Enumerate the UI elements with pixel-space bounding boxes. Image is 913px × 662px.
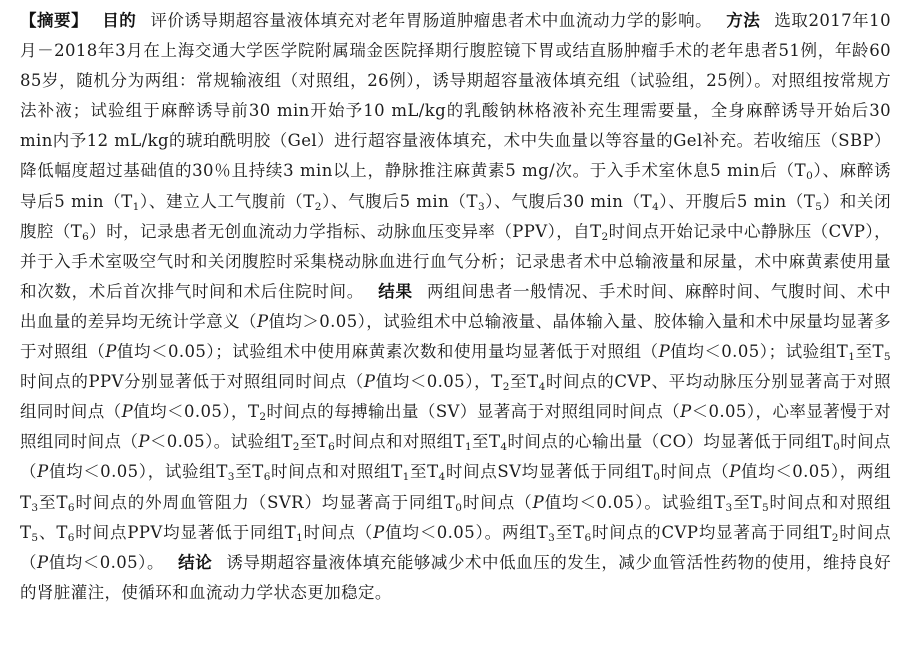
objective-label: 目的 [102,11,137,30]
methods-label: 方法 [726,11,761,30]
results-text: 两组间患者一般情况、手术时间、麻醉时间、气腹时间、术中出血量的差异均无统计学意义（P值均＞0.05），试验组术中总输液量、晶体输入量、胶体输入量和术中尿量均显著多于对照组（P值均＜0.05）；试验组术中使用麻黄素次数和使用量均显著低于对照组（P值均＜0.05）；试验组$T_1$至$T_5$时间点的PPV分别显著低于对照组同时间点（P值均＜0.05），$T_2$至$T_4$时间点的CVP、平均动脉压分别显著高于对照组同时间点（P值均＜0.05），$T_2$时间点的每搏输出量（SV）显著高于对照组同时间点（P＜0.05），心率显著慢于对照组同时间点（P＜0.05）。试验组$T_2$至$T_6$时间点和对照组$T_1$至$T_4$时间点的心输出量（CO）均显著低于同组$T_0$时间点（P值均＜0.05），试验组$T_3$至$T_6$时间点和对照组$T_1$至$T_4$时间点SV均显著低于同组$T_0$时间点（P值均＜0.05），两组$T_3$至$T_6$时间点的外周血管阻力（SVR）均显著高于同组$T_0$时间点（P值均＜0.05）。试验组$T_3$至$T_5$时间点和对照组$T_5$、$T_6$时间点PPV均显著低于同组$T_1$时间点（P值均＜0.05）。两组$T_3$至$T_6$时间点的CVP均显著高于同组$T_2$时间点（P值均＜0.05）。 [20,281,892,572]
objective-text: 评价诱导期超容量液体填充对老年胃肠道肿瘤患者术中血流动力学的影响。 [150,11,713,30]
conclusion-label: 结论 [178,552,213,572]
abstract-label: 【摘要】 [20,11,89,30]
methods-text: 选取2017年10月－2018年3月在上海交通大学医学院附属瑞金医院择期行腹腔镜下胃或结直肠肿瘤手术的老年患者51例，年龄60 85岁，随机分为两组：常规输液组（对照组，26例），诱导期超容量液体填充组（试验组，25例）。对照组按常规方法补液；试验组于麻醉诱导前30 min开始予10 mL/kg的乳酸钠林格液补充生理需要量，全身麻醉诱导开始后30 min内予12 mL/kg的琥珀酰明胶（Gel）进行超容量液体填充，术中失血量以等容量的Gel补充。若收缩压（SBP）降低幅度超过基础值的30％且持续3 min以上，静脉推注麻黄素5 mg/次。于入手术室休息5 min后$(T_0)$、麻醉诱导后5 $\min(T_1)$、建立人工气腹前$(T_2)$、气腹后5 $\min(T_3)$、气腹后30 $\min(T_4)$、开腹后5 $\min(T_5)$和关闭腹腔$(T_6)$时，记录患者无创血流动力学指标、动脉血压变异率（PPV），自$T_2$时间点开始记录中心静脉压（CVP），并于入手术室吸空气时和关闭腹腔时采集桡动脉血进行血气分析；记录患者术中总输液量和尿量，术中麻黄素使用量和次数，术后首次排气时间和术后住院时间。 [20,11,908,301]
results-label: 结果 [377,281,413,301]
conclusion-text: 诱导期超容量液体填充能够减少术中低血压的发生，减少血管活性药物的使用，维持良好的肾脏灌注，使循环和血流动力学状态更加稳定。 [20,552,891,602]
